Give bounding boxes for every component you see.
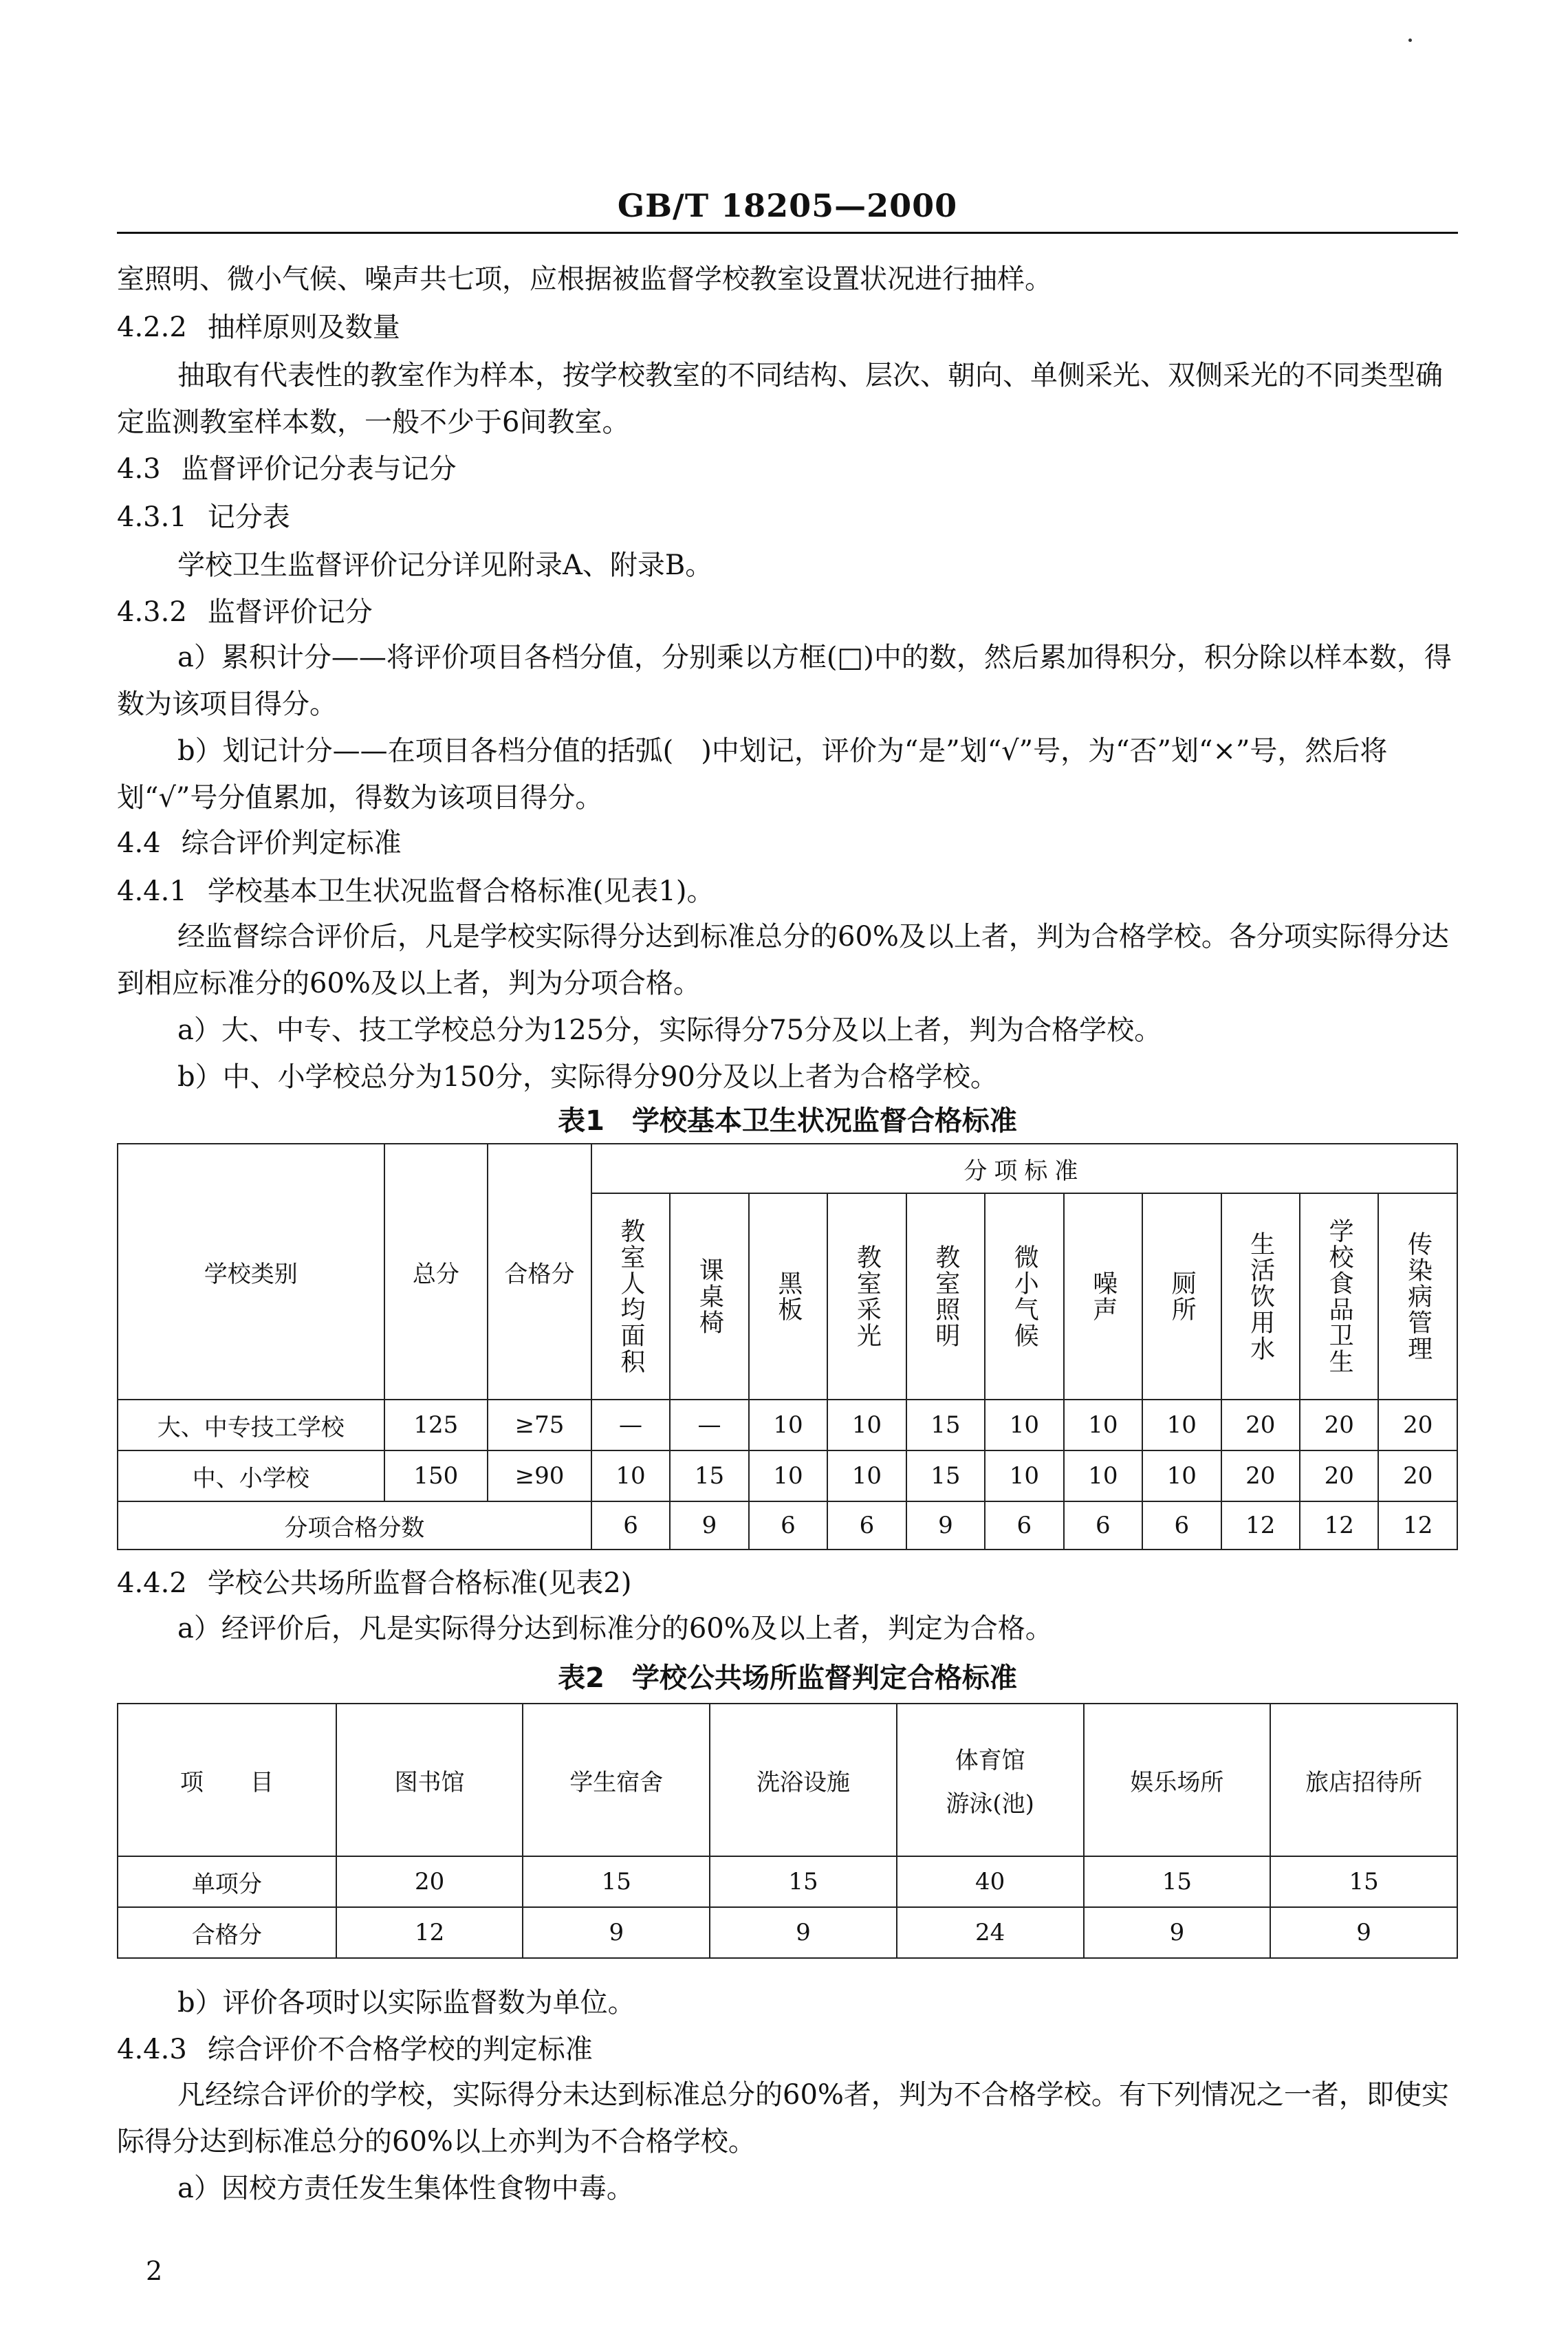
th-sub-item-label: 学校食品卫生 [1325,1218,1354,1375]
cell-value: 10 [1142,1400,1221,1450]
section-4-3-1 [117,494,1458,541]
paragraph-4-4-1: 经监督综合评价后，凡是学校实际得分达到标准总分的60%及以上者，判为合格学校。各分项实际得分达到相应标准分的60%及以上者，判为分项合格。 [117,921,1449,999]
cell-value: 10 [985,1400,1063,1450]
cell-value: 9 [1270,1907,1457,1958]
paragraph-continued: 室照明、微小气候、噪声共七项，应根据被监督学校教室设置状况进行抽样。 [117,263,1052,295]
cell-value: 9 [1084,1907,1271,1958]
cell-value: 20 [1300,1400,1378,1450]
cell-value: — [591,1400,670,1450]
th-sub-item [591,1193,670,1400]
paragraph-4-4-3-a: a）因校方责任发生集体性食物中毒。 [177,2173,634,2204]
cell-value: 10 [985,1450,1063,1501]
th-library: 图书馆 [336,1704,523,1856]
table-row [118,1450,1457,1501]
table-row [118,1907,1457,1958]
table-1-header-row-1 [118,1144,1457,1193]
cell-value: 12 [336,1907,523,1958]
cell-value: 15 [1084,1856,1271,1907]
section-title: 抽样原则及数量 [207,312,400,343]
cell-value: 40 [897,1856,1084,1907]
section-4-4-3 [117,2026,1458,2073]
paragraph-4-4-3: 凡经综合评价的学校，实际得分未达到标准总分的60%者，判为不合格学校。有下列情况之一者，即使实际得分达到标准总分的60%以上亦判为不合格学校。 [117,2079,1449,2157]
paragraph-4-3-1: 学校卫生监督评价记分详见附录A、附录B。 [177,550,713,581]
cell-value: 12 [1300,1501,1378,1550]
section-4-4 [117,820,1458,867]
section-number: 4.3.1 [117,501,187,533]
th-total-score: 总分 [384,1144,488,1400]
th-sub-item-label: 传染病管理 [1404,1231,1433,1362]
table-1-caption: 表1 学校基本卫生状况监督合格标准 [558,1105,1017,1137]
paragraph-4-3-2-b: b）划记计分——在项目各档分值的括弧( )中划记，评价为“是”划“√”号，为“否”划“×”号，然后将划“√”号分值累加，得数为该项目得分。 [117,735,1388,814]
cell-total: 125 [384,1400,488,1450]
section-title: 综合评价判定标准 [181,827,402,859]
cell-value: 6 [985,1501,1063,1550]
section-title: 记分表 [207,501,290,533]
cell-value: 20 [1221,1450,1300,1501]
cell-value: 20 [1378,1450,1457,1501]
paragraph-4-2-2: 抽取有代表性的教室作为样本，按学校教室的不同结构、层次、朝向、单侧采光、双侧采光的不同类型确定监测教室样本数，一般不少于6间教室。 [117,360,1443,438]
paragraph-4-4-2-b: b）评价各项时以实际监督数为单位。 [177,1987,635,2019]
th-sub-item [1142,1193,1221,1400]
cell-sub-pass-label: 分项合格分数 [118,1501,591,1550]
cell-value: 10 [1142,1450,1221,1501]
th-sub-item [1221,1193,1300,1400]
section-number: 4.4.3 [117,2034,187,2065]
cell-school-type: 大、中专技工学校 [118,1400,384,1450]
th-sub-standards: 分项标准 [591,1144,1457,1193]
th-sub-item [906,1193,985,1400]
cell-value: 20 [1300,1450,1378,1501]
th-sub-item-label: 教室照明 [931,1244,960,1349]
th-bathing: 洗浴设施 [710,1704,897,1856]
cell-value: 6 [1064,1501,1142,1550]
cell-value: 24 [897,1907,1084,1958]
section-4-4-1 [117,868,1458,915]
cell-value: 10 [827,1450,906,1501]
section-number: 4.2.2 [117,312,187,343]
th-hotel: 旅店招待所 [1270,1704,1457,1856]
cell-value: 10 [591,1450,670,1501]
th-sub-item [1378,1193,1457,1400]
th-sub-item-label: 微小气候 [1010,1244,1039,1349]
section-number: 4.4.1 [117,876,187,907]
cell-value: 10 [749,1400,827,1450]
section-4-3 [117,446,1458,492]
cell-value: 6 [591,1501,670,1550]
standard-code-header: GB/T 18205—2000 [617,187,958,224]
section-title: 监督评价记分 [207,596,373,628]
th-school-type: 学校类别 [118,1144,384,1400]
table-2 [117,1703,1458,1959]
th-entertainment: 娱乐场所 [1084,1704,1271,1856]
cell-value: 9 [523,1907,710,1958]
th-sub-item-label: 教室采光 [853,1244,882,1349]
cell-value: 9 [906,1501,985,1550]
section-4-3-2 [117,589,1458,635]
paragraph-4-4-1-a: a）大、中专、技工学校总分为125分，实际得分75分及以上者，判为合格学校。 [177,1014,1162,1046]
table-row [118,1856,1457,1907]
cell-value: 20 [336,1856,523,1907]
section-title: 监督评价记分表与记分 [181,453,457,485]
th-gym-line1: 体育馆 [955,1747,1025,1774]
th-pass-score: 合格分 [488,1144,591,1400]
th-sub-item [1064,1193,1142,1400]
th-gym [897,1704,1084,1856]
th-sub-item [749,1193,827,1400]
scan-dot [1408,39,1412,42]
cell-pass: ≥90 [488,1450,591,1501]
th-sub-item-label: 噪声 [1089,1270,1118,1323]
th-sub-item-label: 厕所 [1168,1270,1197,1323]
th-sub-item [670,1193,748,1400]
table-2-caption: 表2 学校公共场所监督判定合格标准 [558,1662,1017,1694]
th-gym-line2: 游泳(池) [946,1790,1034,1818]
cell-value: 15 [906,1400,985,1450]
cell-school-type: 中、小学校 [118,1450,384,1501]
cell-value: 12 [1221,1501,1300,1550]
cell-row-label: 合格分 [118,1907,336,1958]
section-number: 4.3.2 [117,596,187,628]
section-title: 综合评价不合格学校的判定标准 [207,2034,593,2065]
section-4-4-2 [117,1560,1458,1607]
th-sub-item-label: 教室人均面积 [616,1218,645,1375]
th-sub-item-label: 生活饮用水 [1246,1231,1275,1362]
table-row-sub-pass [118,1501,1457,1550]
cell-value: 6 [827,1501,906,1550]
th-sub-item [1300,1193,1378,1400]
cell-value: 10 [1064,1450,1142,1501]
th-sub-item-label: 黑板 [774,1270,803,1323]
cell-value: 6 [749,1501,827,1550]
table-1 [117,1143,1458,1550]
th-sub-item [827,1193,906,1400]
section-title: 学校公共场所监督合格标准(见表2) [207,1567,632,1599]
section-number: 4.3 [117,453,161,485]
cell-value: — [670,1400,748,1450]
cell-value: 15 [710,1856,897,1907]
cell-value: 15 [906,1450,985,1501]
cell-value: 12 [1378,1501,1457,1550]
cell-value: 20 [1378,1400,1457,1450]
section-4-2-2 [117,304,1458,351]
cell-value: 15 [670,1450,748,1501]
paragraph-4-3-2-a: a）累积计分——将评价项目各档分值，分别乘以方框(□)中的数，然后累加得积分，积分除以样本数，得数为该项目得分。 [117,642,1452,720]
page-number: 2 [146,2256,163,2286]
cell-value: 10 [827,1400,906,1450]
cell-value: 9 [710,1907,897,1958]
table-row [118,1400,1457,1450]
paragraph-4-4-2-a: a）经评价后，凡是实际得分达到标准分的60%及以上者，判定为合格。 [177,1613,1053,1644]
header-rule [117,232,1458,234]
cell-value: 6 [1142,1501,1221,1550]
cell-total: 150 [384,1450,488,1501]
cell-value: 20 [1221,1400,1300,1450]
th-sub-item [985,1193,1063,1400]
section-number: 4.4.2 [117,1567,187,1599]
th-item: 项 目 [118,1704,336,1856]
section-number: 4.4 [117,827,161,859]
th-dormitory: 学生宿舍 [523,1704,710,1856]
th-sub-item-label: 课桌椅 [695,1257,724,1336]
cell-value: 15 [1270,1856,1457,1907]
table-2-header-row [118,1704,1457,1856]
cell-value: 9 [670,1501,748,1550]
cell-row-label: 单项分 [118,1856,336,1907]
paragraph-4-4-1-b: b）中、小学校总分为150分，实际得分90分及以上者为合格学校。 [177,1061,998,1093]
cell-pass: ≥75 [488,1400,591,1450]
section-title: 学校基本卫生状况监督合格标准(见表1)。 [207,876,715,907]
cell-value: 15 [523,1856,710,1907]
cell-value: 10 [1064,1400,1142,1450]
cell-value: 10 [749,1450,827,1501]
